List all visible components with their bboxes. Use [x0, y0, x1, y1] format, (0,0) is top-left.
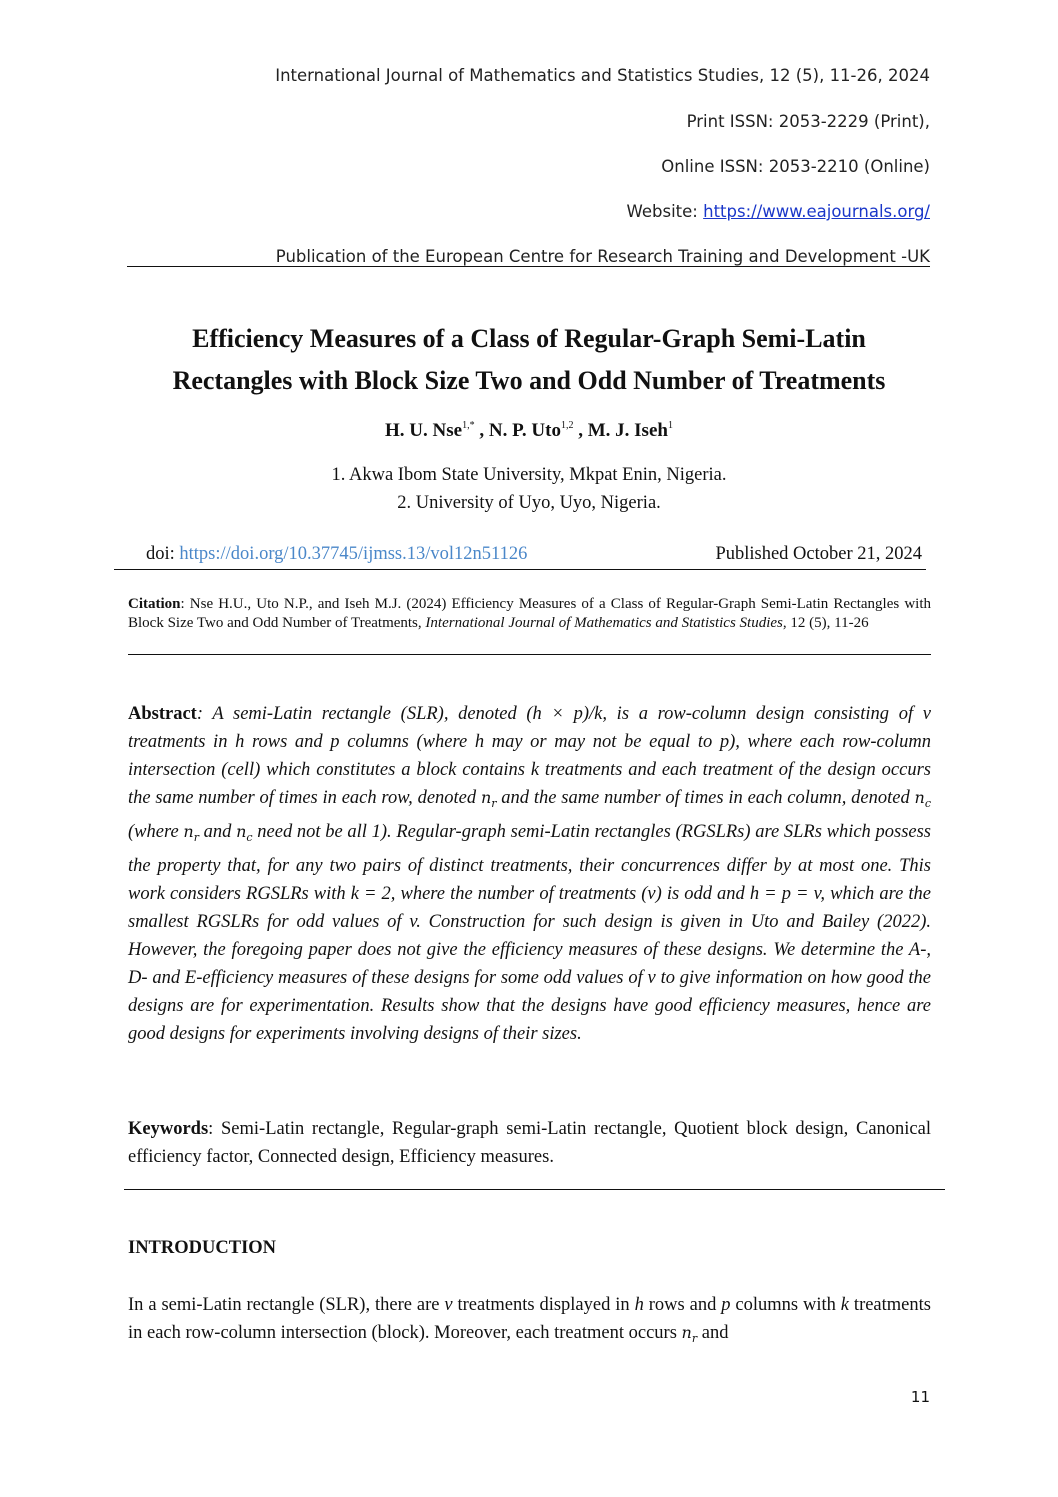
abstract-text: and: [198, 822, 237, 843]
doi-line: [146, 544, 922, 565]
math-n-r: $n_r$: [480, 788, 497, 811]
citation-journal: International Journal of Mathematics and Statistics Studies: [425, 615, 783, 631]
citation: [128, 595, 931, 633]
abstract-label: Abstract: [128, 704, 197, 724]
print-issn: Print ISSN: 2053-2229 (Print),: [686, 112, 930, 131]
abstract-text: (where: [128, 822, 184, 843]
page-number: 11: [910, 1388, 930, 1406]
affiliation-item: 1. Akwa Ibom State University, Mkpat Enin, Nigeria.: [331, 465, 727, 485]
header-rule: [127, 266, 930, 267]
author-name: M. J. Iseh: [587, 420, 668, 441]
abstract-text: need not be all 1). Regular-graph semi-Latin rectangles (RGSLRs) are SLRs which possess the property that, for any two pairs of distinct treatments, their concurrences differ by at most one. This work considers RGSLRs with k = 2, where the number of treatments (v) is odd and h = p = v, which are the smallest RGSLRs for odd values of v. Construction for such design is given in Uto and Bailey (2022). However, the foregoing paper does not give the efficiency measures of these designs. We determine the A-, D- and E-efficiency measures of these designs for some odd values of v to give information on how good the designs are for experimentation. Results show that the designs have good efficiency measures, hence are good designs for experiments involving designs of their sizes.: [128, 822, 932, 1045]
journal-header: International Journal of Mathematics and Statistics Studies, 12 (5), 11-26, 2024: [275, 66, 930, 85]
citation-text: : Nse H.U., Uto N.P., and Iseh M.J. (2024) Efficiency Measures of a Class of Regular-Graph Semi-Latin Rectangles with Block Size Two and Odd Number of Treatments,: [128, 596, 931, 631]
math-n-r: $n_r$: [183, 822, 199, 845]
online-issn: Online ISSN: 2053-2210 (Online): [661, 157, 930, 176]
math-n-r: $n_r$: [681, 1323, 698, 1346]
title-line-1: Efficiency Measures of a Class of Regular-Graph Semi-Latin: [192, 324, 866, 353]
author-name: H. U. Nse: [385, 420, 463, 441]
keywords-text: : Semi-Latin rectangle, Regular-graph semi-Latin rectangle, Quotient block design, Canonical efficiency factor, Connected design, Efficiency measures.: [128, 1119, 931, 1167]
doi-link[interactable]: https://doi.org/10.37745/ijmss.13/vol12n51126: [179, 544, 528, 564]
doi-rule: [114, 569, 926, 570]
website-line: [627, 202, 930, 221]
section-heading: INTRODUCTION: [128, 1238, 277, 1258]
website-label: Website:: [626, 202, 704, 221]
affiliation-item: 2. University of Uyo, Uyo, Nigeria.: [397, 493, 661, 513]
abstract-text: : A semi-Latin rectangle (SLR), denoted (h × p)/k, is a row-column design consisting of v treatments in h rows and p columns (where h may or may not be equal to p), where each row-column intersection (cell) which constitutes a block contains k treatments and each treatment of the design occurs the same number of times in each row, denoted: [128, 704, 931, 808]
math-n-c: $n_c$: [914, 788, 931, 811]
affiliations: [0, 461, 1058, 517]
author-affiliation-mark: 1,2: [560, 420, 574, 431]
doi-label: doi:: [146, 544, 180, 564]
keywords-label: Keywords: [128, 1119, 209, 1139]
keywords: [128, 1115, 931, 1171]
citation-label: Citation: [128, 596, 181, 612]
abstract-text: and the same number of times in each column, denoted: [496, 788, 915, 808]
citation-tail: , 12 (5), 11-26: [782, 615, 869, 631]
keywords-rule: [124, 1189, 945, 1190]
publisher-line: Publication of the European Centre for Research Training and Development -UK: [275, 247, 930, 266]
abstract: [128, 700, 931, 1048]
author-name: N. P. Uto: [488, 420, 561, 441]
author-affiliation-mark: 1: [667, 420, 673, 431]
website-link[interactable]: https://www.eajournals.org/: [703, 202, 930, 221]
author-affiliation-mark: 1,*: [462, 420, 475, 431]
author-list: H. U. Nse$^{1,*}$ , N. P. Uto$^{1,2}$ , M. J. Iseh$^1$: [385, 420, 673, 441]
paper-title: [0, 318, 1058, 402]
citation-rule: [128, 654, 931, 655]
intro-paragraph: In a semi-Latin rectangle (SLR), there are v treatments displayed in h rows and p columns with k treatments in each row-column intersection (block). Moreover, each treatment occurs $n_r$ and: [128, 1295, 931, 1346]
published-date: Published October 21, 2024: [715, 544, 922, 564]
title-line-2: Rectangles with Block Size Two and Odd Number of Treatments: [172, 366, 886, 395]
math-n-c: $n_c$: [236, 822, 253, 845]
